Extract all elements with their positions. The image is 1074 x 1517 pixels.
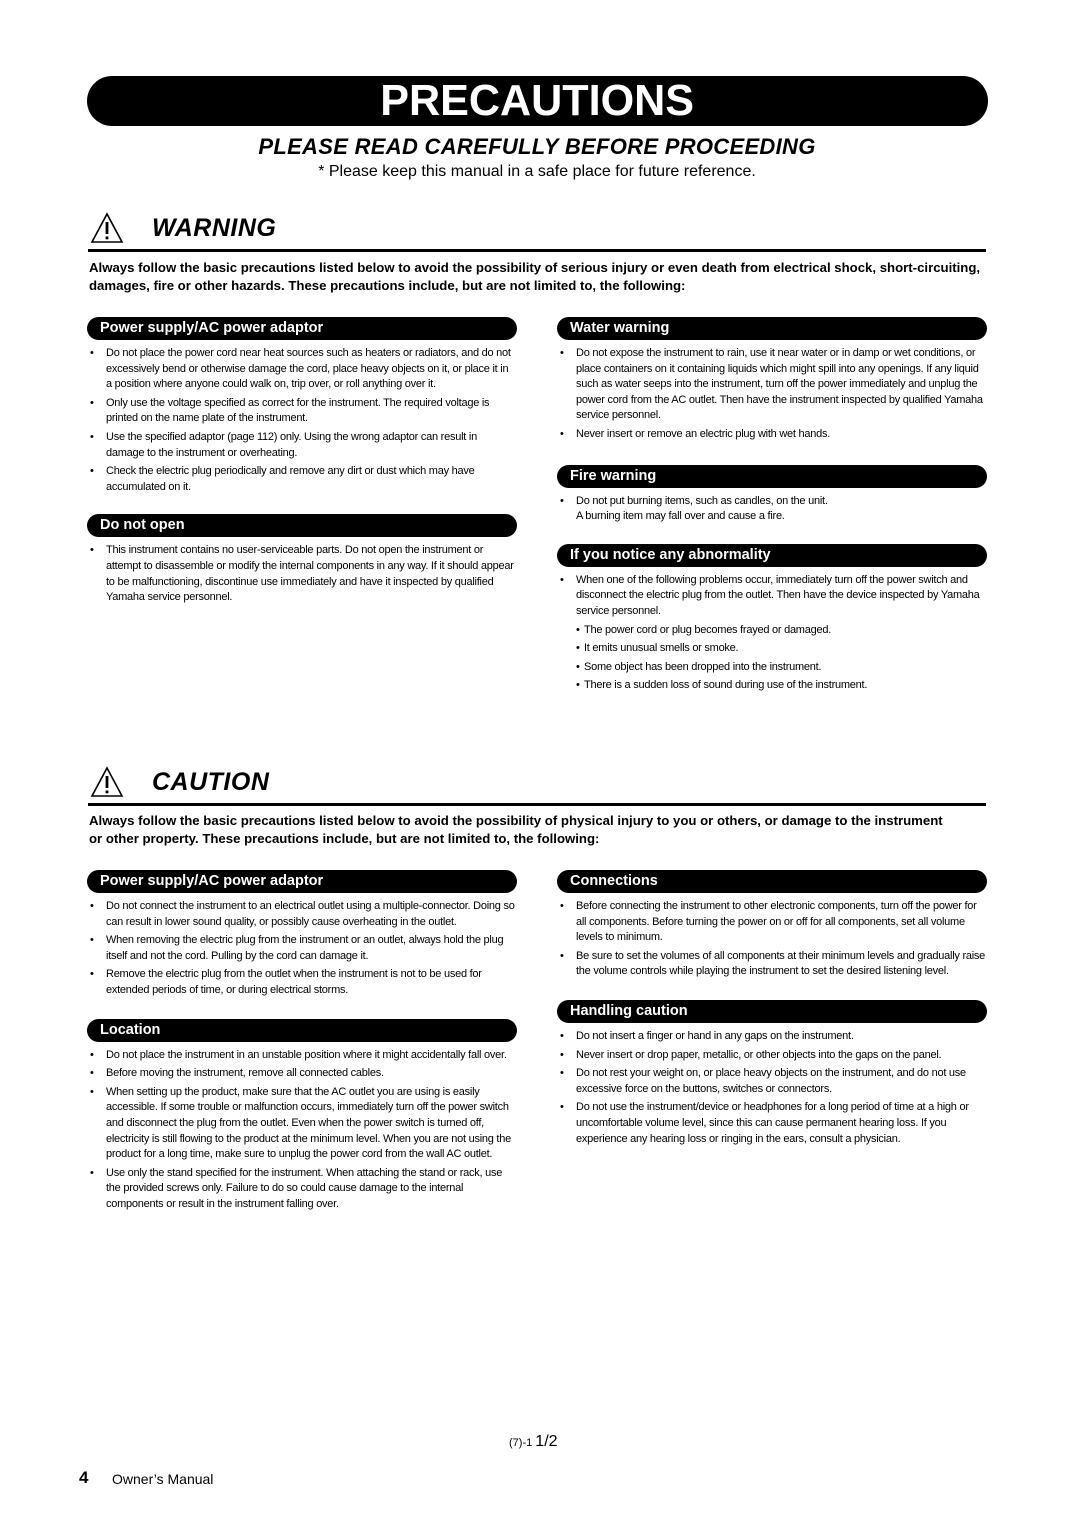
- warning-do-not-open-section: [87, 514, 517, 605]
- caution-left-column: [87, 870, 517, 1229]
- section-header: Do not open: [87, 514, 517, 537]
- list-item: • Only use the voltage specified as correct for the instrument. The required voltage is printed on the name plate of the instrument.: [87, 396, 517, 427]
- caution-intro: Always follow the basic precautions listed below to avoid the possibility of physical injury to you or others, or damage to the instrument or other property. These precautions include, but are not limited to, the following:: [89, 813, 943, 846]
- warning-left-column: [87, 317, 517, 622]
- caution-connections-section: [557, 870, 987, 980]
- section-header: Water warning: [557, 317, 987, 340]
- list-item: • Do not rest your weight on, or place heavy objects on the instrument, and do not use excessive force on the buttons, switches or connectors.: [557, 1066, 987, 1097]
- caution-label: CAUTION: [152, 768, 270, 796]
- page-subtitle: PLEASE READ CAREFULLY BEFORE PROCEEDING: [258, 134, 816, 159]
- list-item: [557, 494, 987, 525]
- warning-intro: Always follow the basic precautions listed below to avoid the possibility of serious injury or even death from electrical shock, short-circuiting, damages, fire or other hazards. These precautions include, but are not limited to, the following:: [89, 260, 981, 293]
- list-item: • Do not place the instrument in an unstable position where it might accidentally fall over.: [87, 1048, 517, 1064]
- warning-abnormality-section: [557, 544, 987, 694]
- warning-triangle-icon: [90, 212, 124, 244]
- list-item: • Remove the electric plug from the outlet when the instrument is not to be used for extended periods of time, or during electrical storms.: [87, 967, 517, 998]
- document-code-small: (7)-1: [509, 1437, 533, 1449]
- list-item: • Do not use the instrument/device or headphones for a long period of time at a high or uncomfortable volume level, since this can cause permanent hearing loss. If you experience any hearing loss or ringing in the ears, consult a physician.: [557, 1100, 987, 1147]
- list-item: • Do not expose the instrument to rain, use it near water or in damp or wet conditions, or place containers on it containing liquids which might spill into any openings. If any liquid such as water seeps into the instrument, turn off the power immediately and unplug the power cord from the AC outlet. Then have the instrument inspected by qualified Yamaha service personnel.: [557, 346, 987, 424]
- list-item: • Do not connect the instrument to an electrical outlet using a multiple-connector. Doing so can result in lower sound quality, or possibly cause overheating in the outlet.: [87, 899, 517, 930]
- section-header: If you notice any abnormality: [557, 544, 987, 567]
- reference-note: * Please keep this manual in a safe place for future reference.: [318, 163, 756, 180]
- list-item: • Do not place the power cord near heat sources such as heaters or radiators, and do not excessively bend or otherwise damage the cord, place heavy objects on it, or place it in a position where anyone could walk on, trip over, or roll anything over it.: [87, 346, 517, 393]
- sub-list-item: • Some object has been dropped into the instrument.: [557, 660, 987, 676]
- caution-handling-section: [557, 1000, 987, 1147]
- section-header: Handling caution: [557, 1000, 987, 1023]
- sub-list-item: • The power cord or plug becomes frayed or damaged.: [557, 623, 987, 639]
- list-item: • Before moving the instrument, remove all connected cables.: [87, 1066, 517, 1082]
- caution-location-section: [87, 1019, 517, 1213]
- section-header: Location: [87, 1019, 517, 1042]
- warning-water-section: [557, 317, 987, 443]
- list-item: • Before connecting the instrument to other electronic components, turn off the power for all components. Before turning the power on or off for all components, set all volume levels to minimum.: [557, 899, 987, 946]
- sub-list-item: • It emits unusual smells or smoke.: [557, 641, 987, 657]
- caution-heading: [88, 762, 986, 806]
- list-item: • Do not insert a finger or hand in any gaps on the instrument.: [557, 1029, 987, 1045]
- list-item: • When setting up the product, make sure that the AC outlet you are using is easily accessible. If some trouble or malfunction occurs, immediately turn off the power switch and disconnect the plug from the outlet. Even when the power switch is turned off, electricity is still flowing to the product at the minimum level. When you are not using the product for a long time, make sure to unplug the power cord from the wall AC outlet.: [87, 1085, 517, 1163]
- list-item: • Use only the stand specified for the instrument. When attaching the stand or rack, use the provided screws only. Failure to do so could cause damage to the internal components or result in the instrument falling over.: [87, 1166, 517, 1213]
- caution-power-supply-section: [87, 870, 517, 999]
- title-banner: [87, 76, 988, 126]
- list-item: • When removing the electric plug from the instrument or an outlet, always hold the plug itself and not the cord. Pulling by the cord can damage it.: [87, 933, 517, 964]
- page-title: PRECAUTIONS: [380, 76, 695, 125]
- warning-right-column: [557, 317, 987, 710]
- list-item: • When one of the following problems occur, immediately turn off the power switch and disconnect the electric plug from the outlet. Then have the device inspected by Yamaha service personnel.: [557, 573, 987, 620]
- list-item: • This instrument contains no user-serviceable parts. Do not open the instrument or attempt to disassemble or modify the internal components in any way. If it should appear to be malfunctioning, discontinue use immediately and have it inspected by qualified Yamaha service personnel.: [87, 543, 517, 605]
- list-item: • Be sure to set the volumes of all components at their minimum levels and gradually raise the volume controls while playing the instrument to set the desired listening level.: [557, 949, 987, 980]
- sub-list-item: • There is a sudden loss of sound during use of the instrument.: [557, 678, 987, 694]
- caution-right-column: [557, 870, 987, 1163]
- list-item-line: • Do not put burning items, such as candles, on the unit.: [576, 494, 828, 507]
- list-item-line: A burning item may fall over and cause a fire.: [576, 510, 785, 523]
- warning-heading: [88, 208, 986, 252]
- section-header: Power supply/AC power adaptor: [87, 870, 517, 893]
- page-number: 4: [79, 1468, 89, 1487]
- warning-fire-section: [557, 465, 987, 525]
- list-item: • Use the specified adaptor (page 112) only. Using the wrong adaptor can result in damage to the instrument or overheating.: [87, 430, 517, 461]
- warning-power-supply-section: [87, 317, 517, 495]
- warning-triangle-icon: [90, 766, 124, 798]
- section-header: Connections: [557, 870, 987, 893]
- manual-label: Owner’s Manual: [112, 1471, 214, 1487]
- warning-label: WARNING: [152, 214, 277, 242]
- document-code-page: 1/2: [535, 1433, 558, 1450]
- list-item: • Never insert or drop paper, metallic, or other objects into the gaps on the panel.: [557, 1048, 987, 1064]
- document-code: [509, 1433, 558, 1451]
- list-item: • Check the electric plug periodically and remove any dirt or dust which may have accumulated on it.: [87, 464, 517, 495]
- list-item: • Never insert or remove an electric plug with wet hands.: [557, 427, 987, 443]
- section-header: Fire warning: [557, 465, 987, 488]
- section-header: Power supply/AC power adaptor: [87, 317, 517, 340]
